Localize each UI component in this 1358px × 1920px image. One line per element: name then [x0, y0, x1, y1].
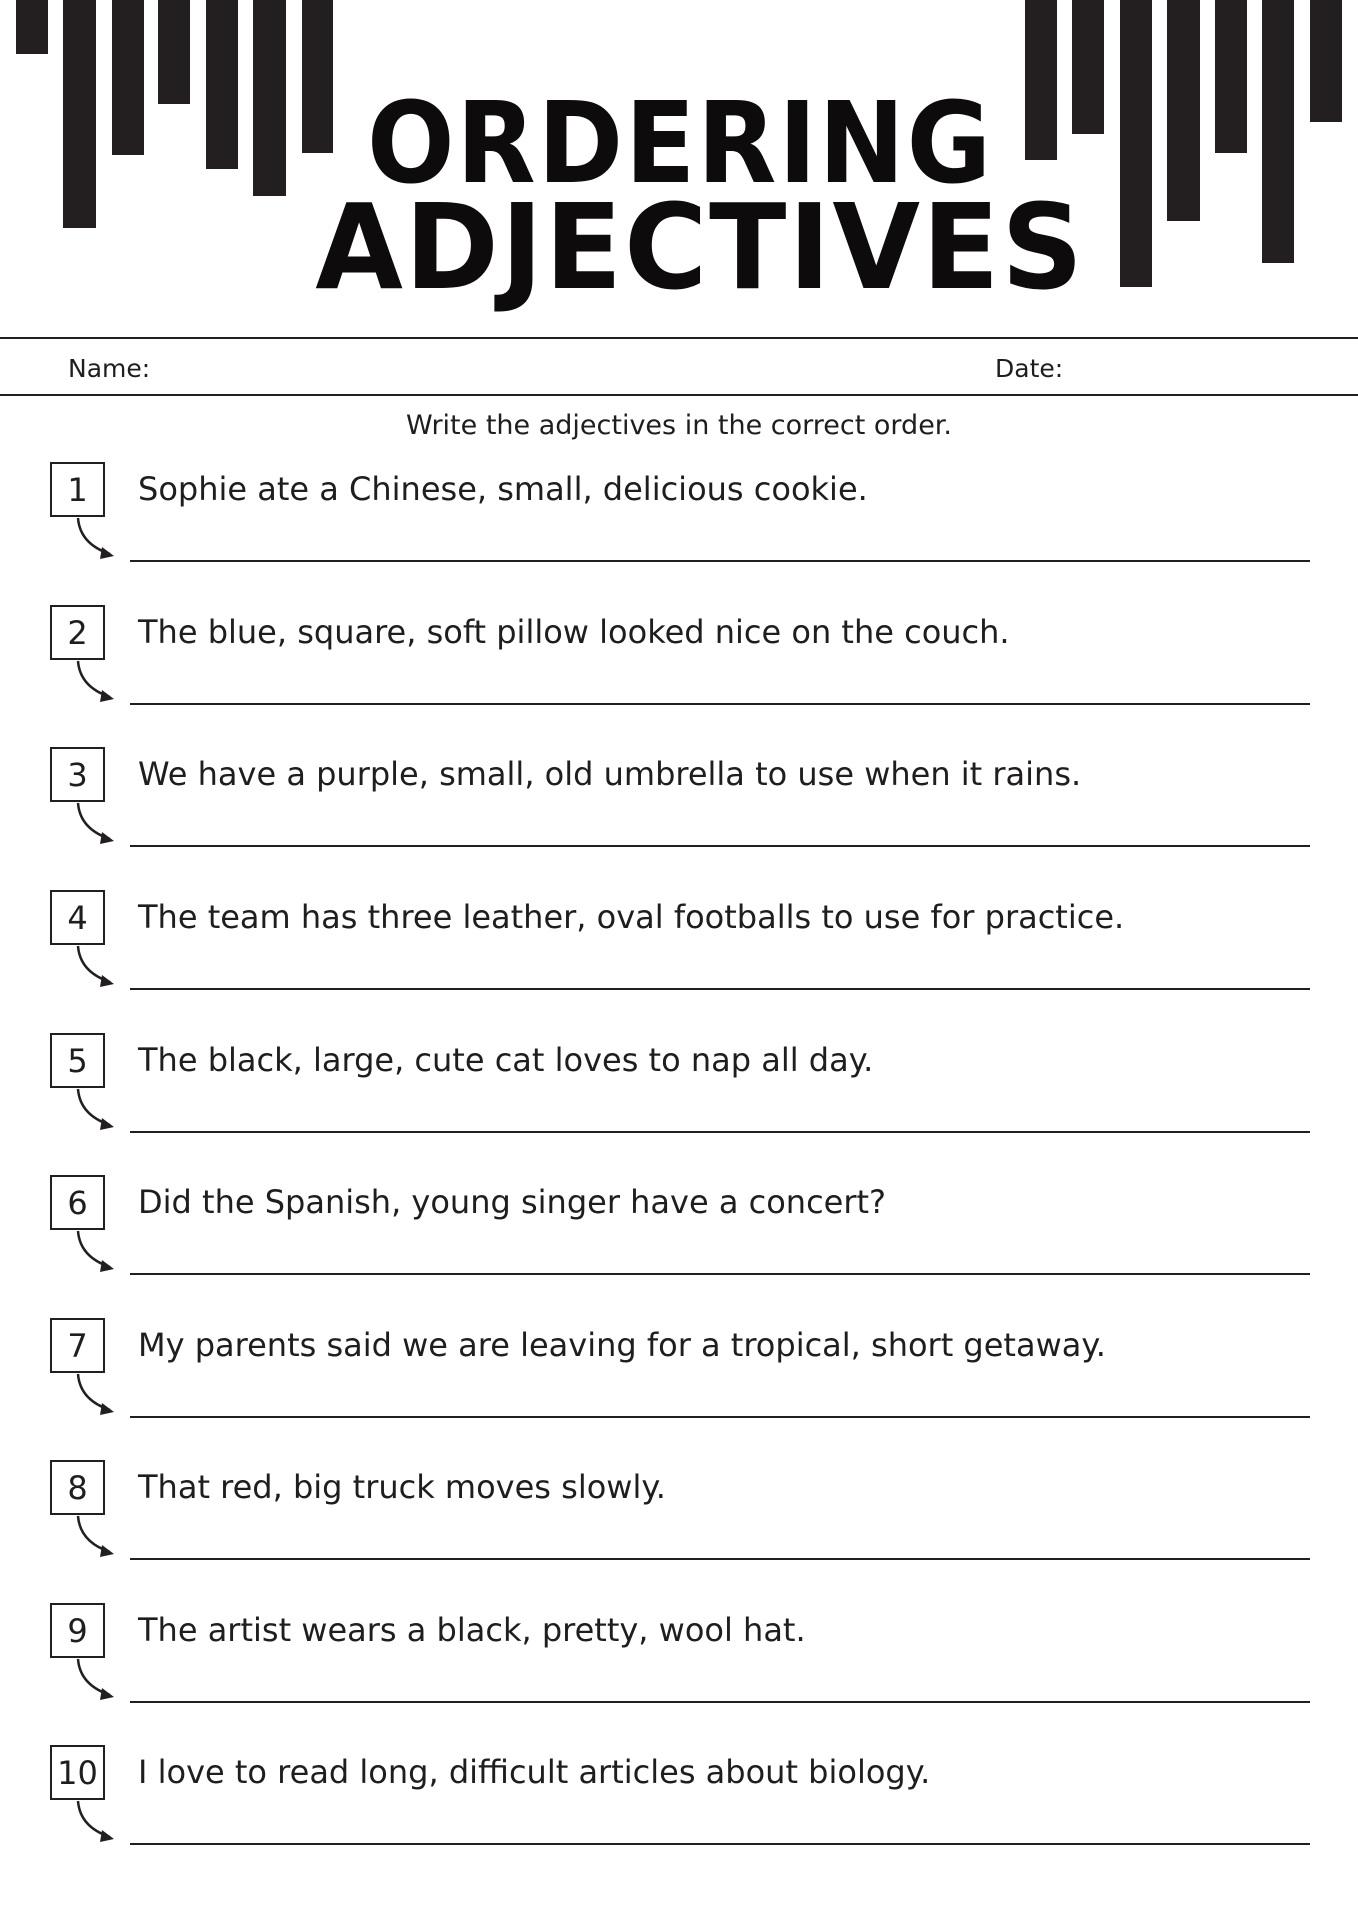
answer-line[interactable] — [130, 1273, 1310, 1275]
date-label: Date: — [995, 354, 1064, 383]
question-number: 1 — [50, 462, 105, 517]
question-sentence: That red, big truck moves slowly. — [138, 1468, 666, 1506]
question-item — [0, 1175, 1358, 1318]
question-item — [0, 890, 1358, 1033]
curved-arrow-icon — [74, 944, 120, 988]
answer-line[interactable] — [130, 988, 1310, 990]
decor-bar — [158, 0, 190, 104]
question-sentence: My parents said we are leaving for a tropical, short getaway. — [138, 1326, 1106, 1364]
question-number: 10 — [50, 1745, 105, 1800]
question-number: 2 — [50, 605, 105, 660]
question-number: 7 — [50, 1318, 105, 1373]
question-item — [0, 1033, 1358, 1176]
answer-line[interactable] — [130, 1558, 1310, 1560]
decor-bar — [206, 0, 238, 169]
question-item — [0, 1460, 1358, 1603]
question-item — [0, 747, 1358, 890]
decor-bar — [1025, 0, 1057, 160]
answer-line[interactable] — [130, 1701, 1310, 1703]
decor-bar — [253, 0, 286, 196]
curved-arrow-icon — [74, 801, 120, 845]
question-item — [0, 462, 1358, 605]
curved-arrow-icon — [74, 659, 120, 703]
answer-line[interactable] — [130, 845, 1310, 847]
header-rule-bottom — [0, 394, 1358, 396]
curved-arrow-icon — [74, 1799, 120, 1843]
decor-bar — [1120, 0, 1152, 287]
question-item — [0, 1318, 1358, 1461]
question-item — [0, 1603, 1358, 1746]
question-sentence: The team has three leather, oval footballs to use for practice. — [138, 898, 1125, 936]
decor-bar — [1072, 0, 1104, 134]
question-number: 5 — [50, 1033, 105, 1088]
header-rule-top — [0, 337, 1358, 339]
question-sentence: Did the Spanish, young singer have a concert? — [138, 1183, 887, 1221]
question-sentence: I love to read long, difficult articles about biology. — [138, 1753, 931, 1791]
question-item — [0, 605, 1358, 748]
decor-bar — [1310, 0, 1342, 122]
curved-arrow-icon — [74, 1087, 120, 1131]
answer-line[interactable] — [130, 560, 1310, 562]
question-number: 4 — [50, 890, 105, 945]
decor-bar — [1215, 0, 1247, 153]
question-item — [0, 1745, 1358, 1888]
decor-bar — [1167, 0, 1200, 221]
question-sentence: The blue, square, soft pillow looked nice on the couch. — [138, 613, 1010, 651]
answer-line[interactable] — [130, 703, 1310, 705]
question-sentence: We have a purple, small, old umbrella to use when it rains. — [138, 755, 1082, 793]
answer-line[interactable] — [130, 1416, 1310, 1418]
decor-bar — [302, 0, 333, 153]
curved-arrow-icon — [74, 1372, 120, 1416]
title-line-1: ORDERING — [366, 79, 994, 209]
curved-arrow-icon — [74, 1657, 120, 1701]
decor-bar — [63, 0, 96, 228]
curved-arrow-icon — [74, 1514, 120, 1558]
answer-line[interactable] — [130, 1131, 1310, 1133]
question-number: 9 — [50, 1603, 105, 1658]
instructions: Write the adjectives in the correct order. — [405, 410, 953, 441]
decor-bar — [1262, 0, 1294, 263]
curved-arrow-icon — [74, 516, 120, 560]
decor-bar — [16, 0, 48, 54]
question-number: 8 — [50, 1460, 105, 1515]
curved-arrow-icon — [74, 1229, 120, 1273]
question-sentence: Sophie ate a Chinese, small, delicious cookie. — [138, 470, 868, 508]
name-label: Name: — [68, 354, 151, 383]
answer-line[interactable] — [130, 1843, 1310, 1845]
question-number: 6 — [50, 1175, 105, 1230]
decor-bar — [112, 0, 144, 155]
question-number: 3 — [50, 747, 105, 802]
title-line-2: ADJECTIVES — [315, 178, 1085, 316]
question-sentence: The artist wears a black, pretty, wool hat. — [138, 1611, 806, 1649]
question-sentence: The black, large, cute cat loves to nap all day. — [138, 1041, 874, 1079]
